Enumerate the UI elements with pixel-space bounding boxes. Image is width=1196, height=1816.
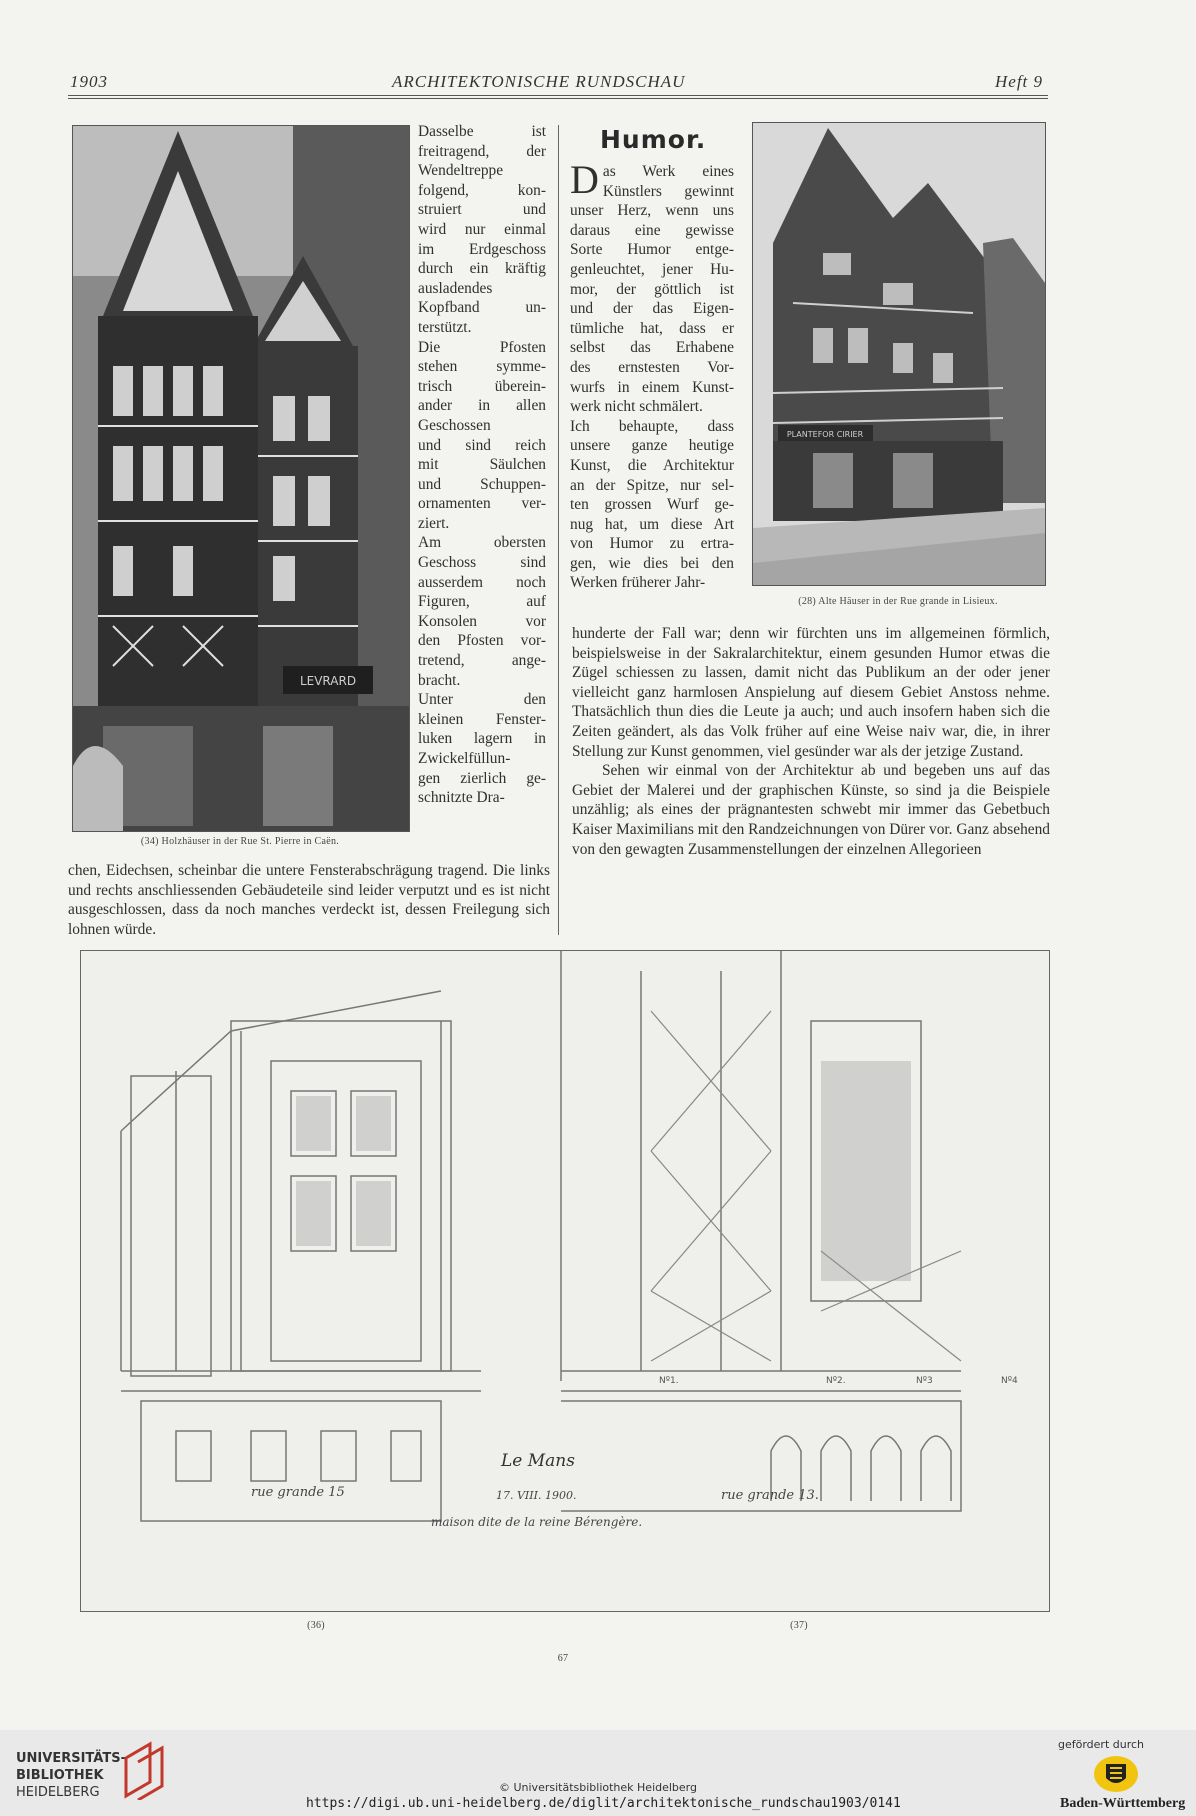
paragraph-1: hunderte der Fall war; denn wir fürchten uns im allgemeinen förmlich, beispielsweise in der Sakralarchitektur, einem gesunden Humor etwas die Zügel schiessen zu lassen, damit nicht das Publikum an der oder jener vielleicht ganz harmlosen Anspielung auf diesem Gebiet Anstoss nehme. Thatsächlich thun dies die Leute ja auch; und auch insofern haben sich die Zeiten geändert, als das Volk früher auf eine Weise naiv war, die, in ihrer Stellung zur Kunst genommen, viel gesünder war als der jetzige Zustand. [572, 625, 1050, 760]
left-narrow-line: bracht. [418, 671, 461, 689]
right-narrow-line: daraus eine gewisse [570, 221, 734, 239]
left-narrow-line: Wendeltreppe [418, 162, 504, 180]
left-narrow-line: ziert. [418, 514, 450, 532]
left-narrow-line: Dasselbe ist [418, 123, 546, 140]
left-narrow-line: den Pfosten vor- [418, 632, 546, 650]
right-narrow-line: mor, der göttlich ist [570, 280, 734, 298]
left-narrow-line: Figuren, auf [418, 593, 546, 611]
header-rule [68, 95, 1048, 96]
left-narrow-line: Zwickelfüllun- [418, 750, 511, 767]
funded-by-text: gefördert durch [1058, 1738, 1145, 1751]
facade-drawings [81, 951, 1049, 1611]
caption-fig37: (37) [790, 1620, 808, 1631]
sketch-date: 17. VIII. 1900. [496, 1489, 577, 1502]
left-narrow-line: ander in allen [418, 397, 546, 415]
column-divider [558, 125, 559, 935]
right-narrow-line: und der das Eigen- [570, 300, 734, 318]
header-rule-thin [68, 98, 1048, 99]
sketch-note-left: rue grande 15 [251, 1485, 345, 1500]
right-narrow-line: Künstlers gewinnt [602, 182, 734, 200]
left-narrow-line: Geschossen [418, 416, 491, 434]
right-narrow-line: nug hat, um diese Art [570, 515, 734, 533]
state-coat-of-arms-icon [1092, 1754, 1140, 1794]
lisieux-shop-sign: PLANTEFOR CIRIER [786, 430, 864, 439]
left-narrow-column [418, 122, 546, 808]
left-narrow-line: wird nur einmal [418, 220, 546, 238]
header-issue: Heft 9 [995, 72, 1044, 91]
left-narrow-line: mit Säulchen [418, 456, 546, 474]
right-narrow-line: Kunst, die Architektur [570, 456, 734, 474]
left-narrow-line: Kopfband un- [418, 299, 546, 317]
right-wide-text [572, 624, 1050, 859]
left-narrow-line: Am obersten [418, 534, 546, 552]
caption-fig36: (36) [307, 1620, 325, 1631]
left-narrow-line: schnitzte Dra- [418, 789, 505, 807]
left-narrow-line: stehen symme- [418, 358, 546, 376]
left-wide-paragraph: chen, Eidechsen, scheinbar die untere Fensterabschrägung tragend. Die links und rechts anschliessenden Gebäudeteile sind leider verputzt und es ist nicht ausgeschlossen, dass da noch manches verdeckt ist, dessen Freilegung sich lohnen würde. [68, 862, 550, 938]
sketch-city: Le Mans [501, 1451, 575, 1471]
left-narrow-line: ausladendes [418, 279, 493, 297]
left-narrow-line: struiert und [418, 201, 546, 219]
library-line-2: BIBLIOTHEK [16, 1768, 104, 1783]
header-journal: ARCHITEKTONISCHE RUNDSCHAU [392, 72, 686, 91]
left-narrow-line: im Erdgeschoss [418, 240, 546, 258]
left-narrow-line: tretend, ange- [418, 652, 546, 670]
sketch-label-n3: Nº3 [916, 1376, 933, 1386]
left-narrow-line: Geschoss sind [418, 554, 546, 572]
page-number: 67 [557, 1653, 569, 1664]
sketch-note-right: rue grande 13. [721, 1488, 819, 1503]
left-narrow-line: Unter den [418, 691, 546, 709]
shop-sign-text: LEVRARD [299, 674, 357, 688]
left-narrow-line: Konsolen vor [418, 612, 546, 630]
left-narrow-line: gen zierlich ge- [418, 769, 546, 787]
page-url-link[interactable]: https://digi.ub.uni-heidelberg.de/diglit/architektonische_rundschau1903/0141 [306, 1796, 901, 1811]
right-narrow-line: Sorte Humor entge- [570, 241, 734, 259]
right-narrow-line: selbst das Erhabene [570, 339, 734, 357]
architectural-sketches [80, 950, 1050, 1612]
right-narrow-line: von Humor zu ertra- [570, 535, 734, 553]
photo-caen-houses [72, 125, 410, 832]
sketch-label-n1: Nº1. [659, 1376, 679, 1386]
right-narrow-line: Ich behaupte, dass [570, 417, 734, 435]
right-narrow-line: unser Herz, wenn uns [570, 202, 734, 220]
left-narrow-line: durch ein kräftig [418, 260, 546, 278]
photo-lisieux-houses [752, 122, 1046, 586]
article-title: Humor. [600, 125, 707, 154]
left-narrow-line: luken lagern in [418, 730, 546, 748]
library-line-3: HEIDELBERG [16, 1785, 100, 1800]
sketch-label-n4: Nº4 [1001, 1376, 1018, 1386]
header-year: 1903 [70, 72, 108, 91]
copyright-text: © Universitätsbibliothek Heidelberg [498, 1781, 697, 1794]
right-narrow-line: des ernstesten Vor- [570, 358, 734, 376]
caption-fig28: (28) Alte Häuser in der Rue grande in Lisieux. [798, 596, 998, 607]
drop-cap: D [570, 157, 599, 202]
caption-fig34: (34) Holzhäuser in der Rue St. Pierre in Caën. [140, 836, 340, 847]
left-narrow-line: trisch überein- [418, 377, 546, 395]
right-narrow-line: ten grossen Wurf ge- [570, 496, 734, 514]
right-narrow-line: tümliche hat, dass er [570, 319, 734, 337]
sketch-label-n2: Nº2. [826, 1376, 846, 1386]
right-narrow-line: Werken früherer Jahr- [570, 574, 706, 592]
sketch-note-center: maison dite de la reine Bérengère. [431, 1515, 643, 1529]
left-narrow-line: freitragend, der [418, 142, 546, 160]
right-narrow-line: as Werk eines [602, 163, 734, 180]
right-narrow-line: wurfs in einem Kunst- [570, 378, 734, 396]
left-narrow-line: Die Pfosten [418, 338, 546, 356]
right-narrow-line: unsere ganze heutige [570, 437, 734, 455]
left-narrow-line: kleinen Fenster- [418, 710, 546, 728]
state-name: Baden-Württemberg [1060, 1796, 1186, 1811]
right-narrow-line: genleuchtet, jener Hu- [570, 260, 734, 278]
paragraph-2: Sehen wir einmal von der Architektur ab und begeben uns auf das Gebiet der Malerei und der graphischen Künste, so sind ja die Beispiele unzählig; als eines der prägnantesten schwebt mir immer das Gebetbuch Kaiser Maximilians mit den Randzeichnungen von Dürer vor. Ganz absehend von den gewagten Zusammenstellungen der einzelnen Allegorieen [572, 762, 1050, 858]
left-narrow-line: folgend, kon- [418, 181, 546, 199]
old-houses-illustration [753, 123, 1045, 585]
left-narrow-line: und Schuppen- [418, 475, 546, 493]
left-narrow-line: ausserdem noch [418, 573, 546, 591]
left-narrow-line: und sind reich [418, 436, 546, 454]
left-narrow-line: terstützt. [418, 318, 472, 336]
half-timber-house-illustration [73, 126, 409, 831]
right-narrow-column [570, 157, 734, 593]
right-narrow-line: gen, wie dies bei den [570, 554, 734, 572]
library-line-1: UNIVERSITÄTS- [16, 1751, 126, 1766]
footer-bar [0, 1730, 1196, 1816]
right-narrow-line: werk nicht schmälert. [570, 398, 703, 416]
left-narrow-line: ornamenten ver- [418, 495, 546, 513]
right-narrow-line: an der Spitze, nur sel- [570, 476, 734, 494]
